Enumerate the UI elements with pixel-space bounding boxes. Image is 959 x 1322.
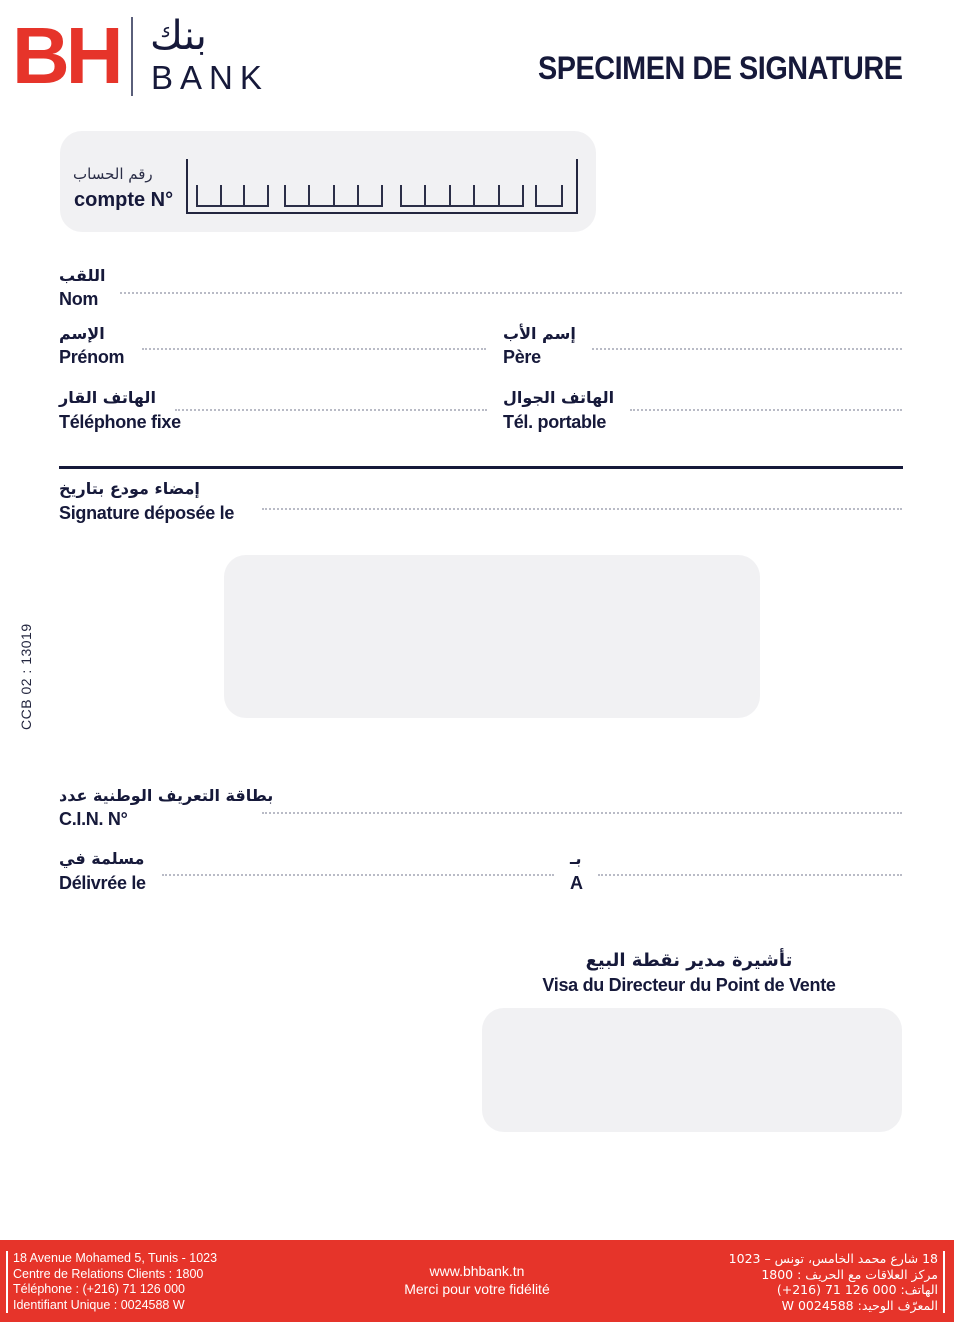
- account-digit-cell[interactable]: [535, 185, 563, 205]
- footer-website-link[interactable]: www.bhbank.tn: [429, 1263, 525, 1279]
- document-title: SPECIMEN DE SIGNATURE: [538, 50, 903, 86]
- cin-field[interactable]: [262, 812, 902, 814]
- nom-label-french: Nom: [59, 289, 99, 309]
- logo-arabic-text: بنك: [150, 13, 207, 59]
- footer-address-line-arabic: 18 شارع محمد الخامس، تونس – 1023: [728, 1251, 938, 1266]
- account-digit-group-3[interactable]: [400, 185, 524, 207]
- cin-label-french: C.I.N. N°: [59, 809, 128, 829]
- account-number-input[interactable]: [186, 159, 578, 214]
- account-digit-group-4[interactable]: [535, 185, 563, 207]
- account-digit-cell[interactable]: [243, 185, 269, 205]
- logo-bank-text: BANK: [151, 59, 269, 96]
- form-reference-code: CCB 02 : 13019: [18, 623, 34, 730]
- account-digit-cell[interactable]: [196, 185, 220, 205]
- tel-portable-label-arabic: الهاتف الجوال: [503, 388, 615, 407]
- footer-center: [377, 1262, 577, 1298]
- signature-date-label-french: Signature déposée le: [59, 503, 235, 523]
- nom-label-arabic: اللقب: [59, 266, 106, 285]
- prenom-label-french: Prénom: [59, 347, 125, 367]
- tel-portable-label-french: Tél. portable: [503, 412, 607, 432]
- account-digit-cell[interactable]: [424, 185, 448, 205]
- footer-phone: Téléphone : (+216) 71 126 000: [13, 1282, 186, 1296]
- signature-date-field[interactable]: [262, 508, 902, 510]
- footer-client-center: Centre de Relations Clients : 1800: [13, 1266, 204, 1281]
- prenom-field[interactable]: [142, 348, 486, 350]
- logo-divider: [131, 17, 133, 96]
- tel-fixe-field[interactable]: [175, 409, 487, 411]
- a-label-arabic: بـ: [570, 849, 582, 868]
- account-digit-cell[interactable]: [333, 185, 357, 205]
- nom-field[interactable]: [120, 292, 902, 294]
- tel-portable-field[interactable]: [630, 409, 902, 411]
- a-field[interactable]: [598, 874, 902, 876]
- signature-box[interactable]: [224, 555, 760, 718]
- delivree-field[interactable]: [162, 874, 554, 876]
- delivree-label-french: Délivrée le: [59, 873, 146, 893]
- footer-client-center-arabic: مركز العلاقات مع الحريف : 1800: [761, 1266, 938, 1282]
- account-digit-cell[interactable]: [400, 185, 424, 205]
- account-digit-cell[interactable]: [357, 185, 383, 205]
- account-digit-group-2[interactable]: [284, 185, 383, 207]
- a-label-french: A: [570, 873, 583, 893]
- footer-address-arabic: [729, 1251, 945, 1313]
- visa-label-arabic: تأشيرة مدير نقطة البيع: [585, 950, 793, 971]
- footer-identifier: Identifiant Unique : 0024588 W: [13, 1297, 185, 1312]
- footer-identifier-arabic: المعرّف الوحيد: 0024588 W: [781, 1297, 938, 1313]
- account-label-french: compte N°: [74, 189, 174, 211]
- pere-field[interactable]: [592, 348, 902, 350]
- visa-box[interactable]: [482, 1008, 902, 1132]
- account-digit-cell[interactable]: [308, 185, 332, 205]
- signature-date-label-arabic: إمضاء مودع بتاريخ: [59, 479, 200, 498]
- tel-fixe-label-arabic: الهاتف القار: [59, 388, 156, 407]
- pere-label-arabic: إسم الأب: [503, 324, 576, 343]
- footer-phone-arabic: الهاتف: 000 126 71 (216+): [776, 1282, 938, 1297]
- bh-logo-mark: BH: [12, 11, 120, 100]
- account-digit-cell[interactable]: [284, 185, 308, 205]
- pere-label-french: Père: [503, 347, 541, 367]
- account-digit-cell[interactable]: [473, 185, 497, 205]
- footer-thanks: Merci pour votre fidélité: [404, 1281, 550, 1297]
- account-label-arabic: رقم الحساب: [73, 165, 153, 183]
- tel-fixe-label-french: Téléphone fixe: [59, 412, 181, 432]
- account-digit-group-1[interactable]: [196, 185, 269, 207]
- account-digit-cell[interactable]: [498, 185, 524, 205]
- section-divider: [59, 466, 903, 469]
- account-digit-cell[interactable]: [449, 185, 473, 205]
- footer-address-french: [6, 1251, 217, 1313]
- visa-label-french: Visa du Directeur du Point de Vente: [542, 975, 836, 995]
- prenom-label-arabic: الإسم: [59, 324, 105, 343]
- cin-label-arabic: بطاقة التعريف الوطنية عدد: [59, 786, 274, 805]
- account-digit-cell[interactable]: [220, 185, 244, 205]
- delivree-label-arabic: مسلمة في: [59, 849, 145, 868]
- footer-address-line: 18 Avenue Mohamed 5, Tunis - 1023: [13, 1251, 218, 1265]
